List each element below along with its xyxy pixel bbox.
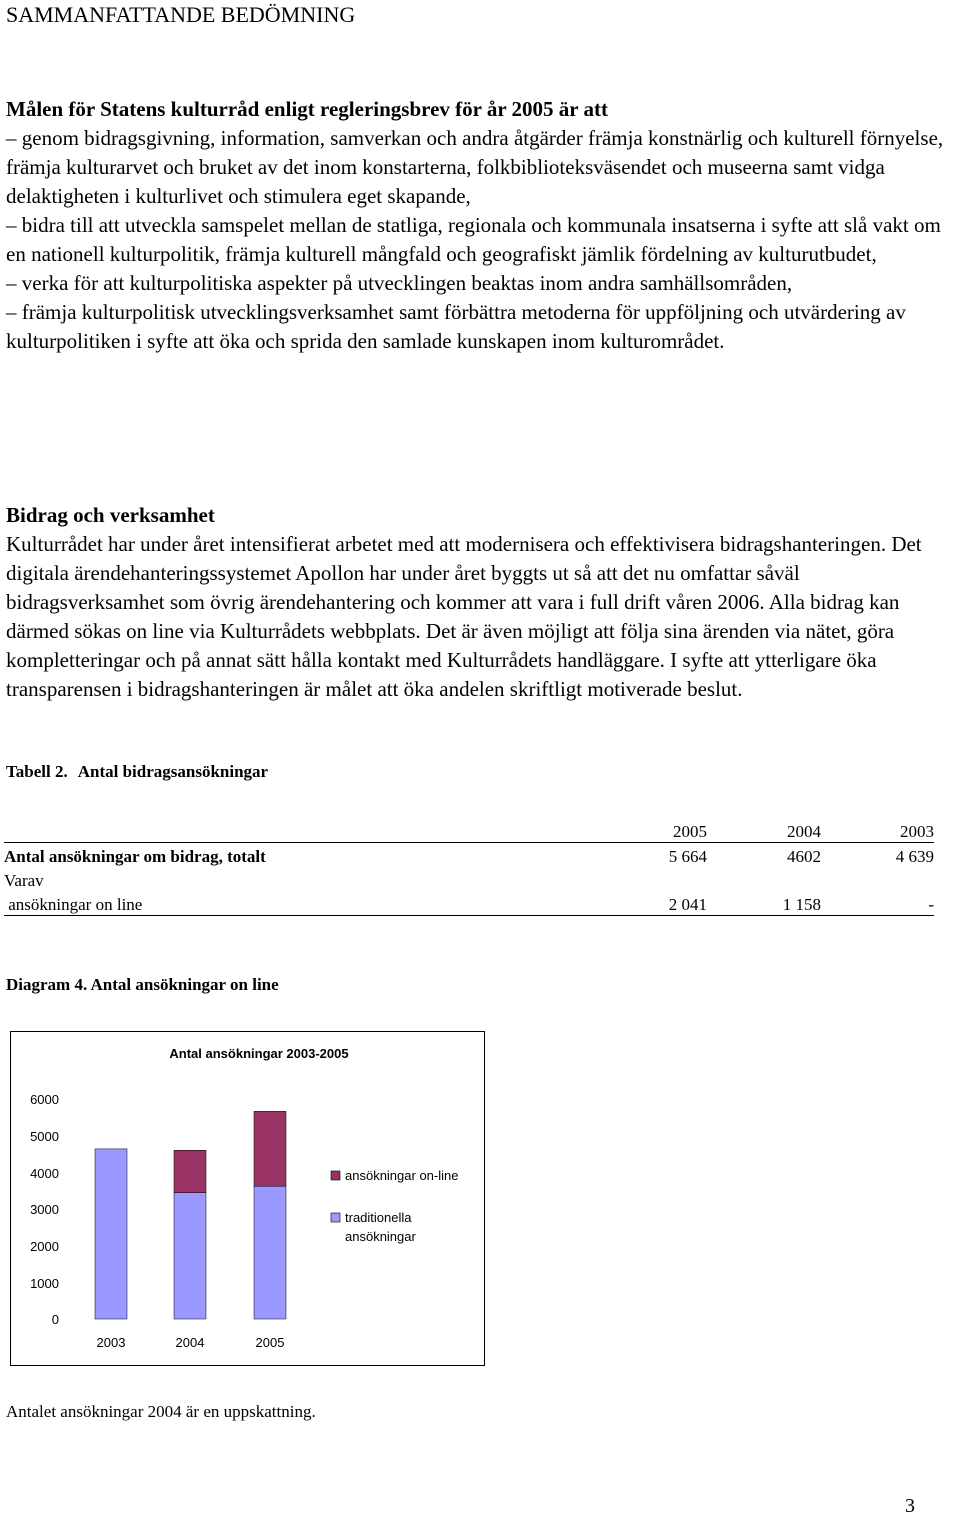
- bar-2004-traditional: [174, 1193, 206, 1319]
- table-header-empty: [4, 812, 604, 843]
- y-tick-label: 0: [51, 1312, 59, 1327]
- year-header: 2005: [604, 812, 707, 843]
- page-number: 3: [905, 1495, 915, 1517]
- row-label: Varav: [4, 871, 44, 890]
- y-tick-label: 3000: [30, 1202, 59, 1217]
- y-tick-label: 4000: [30, 1166, 59, 1181]
- table-row: [4, 891, 934, 916]
- goals-section: [6, 95, 956, 356]
- bar-2005-traditional: [254, 1186, 286, 1319]
- bar-2003-traditional: [95, 1149, 127, 1319]
- y-tick-label: 6000: [30, 1092, 59, 1107]
- chart-frame: [10, 1031, 485, 1366]
- applications-table: [4, 812, 934, 916]
- bidrag-title: Bidrag och verksamhet: [6, 503, 215, 527]
- page-heading: SAMMANFATTANDE BEDÖMNING: [6, 2, 356, 27]
- bar-2004-online: [174, 1150, 206, 1192]
- cell-value: [604, 867, 707, 891]
- goal-item: – bidra till att utveckla samspelet mellan de statliga, regionala och kommunala insatserna i syfte att slå vakt om en nationell kulturpolitik, främja kulturell mångfald och geografiskt jämlik fördelning av kulturutbudet,: [6, 213, 941, 266]
- goal-item: – verka för att kulturpolitiska aspekter på utvecklingen beaktas inom andra samhällsområden,: [6, 271, 793, 295]
- legend-label-traditional-2: ansökningar: [345, 1229, 416, 1244]
- legend-swatch-online: [331, 1171, 340, 1180]
- bidrag-section: [6, 501, 956, 704]
- cell-value: -: [821, 891, 934, 916]
- table-row: [4, 867, 934, 891]
- row-label: ansökningar on line: [4, 891, 604, 916]
- legend-swatch-traditional: [331, 1213, 340, 1222]
- row-label: Antal ansökningar om bidrag, totalt: [4, 847, 266, 866]
- goal-item: – främja kulturpolitisk utvecklingsverksamhet samt förbättra metoderna för uppföljning och utvärdering av kulturpolitiken i syfte att öka och sprida den samlade kunskapen inom kulturområdet.: [6, 300, 906, 353]
- x-tick-label: 2004: [175, 1335, 205, 1350]
- year-header: 2004: [707, 812, 821, 843]
- table-caption-label: Tabell 2.: [6, 762, 68, 781]
- cell-value: 5 664: [668, 847, 707, 866]
- cell-value: 4602: [787, 847, 821, 866]
- legend-label-online: ansökningar on-line: [345, 1168, 459, 1183]
- stacked-bar-chart: [11, 1032, 484, 1365]
- y-tick-label: 1000: [30, 1276, 59, 1291]
- x-axis-ticks: [97, 1335, 285, 1350]
- year-header: 2003: [821, 812, 934, 843]
- cell-value: 4 639: [895, 847, 934, 866]
- y-tick-label: 2000: [30, 1239, 59, 1254]
- bar-2005-online: [254, 1111, 286, 1186]
- goals-title: Målen för Statens kulturråd enligt regleringsbrev för år 2005 är att: [6, 97, 608, 121]
- bars-group: [95, 1111, 286, 1319]
- cell-value: [707, 867, 821, 891]
- cell-value: 1 158: [707, 891, 821, 916]
- y-axis-ticks: [30, 1092, 59, 1327]
- x-tick-label: 2005: [255, 1335, 285, 1350]
- chart-legend: [331, 1168, 458, 1244]
- cell-value: 2 041: [604, 891, 707, 916]
- legend-label-traditional: traditionella: [345, 1210, 412, 1225]
- chart-title: Antal ansökningar 2003-2005: [169, 1046, 349, 1061]
- bidrag-body: Kulturrådet har under året intensifierat arbetet med att modernisera och effektivisera bidragshanteringen. Det digitala ärendehanteringssystemet Apollon har under året byggts ut så att det nu omfattar såväl bidragsverksamhet som övrig ärendehantering och kommer att vara i full drift våren 2006. Alla bidrag kan därmed sökas on line via Kulturrådets webbplats. Det är även möjligt att följa sina ärenden via nätet, göra kompletteringar och på annat sätt hålla kontakt med Kulturrådets handläggare. I syfte att ytterligare öka transparensen i bidragshanteringen är målet att öka andelen skriftligt motiverade beslut.: [6, 532, 922, 701]
- x-tick-label: 2003: [96, 1335, 126, 1350]
- chart-note: Antalet ansökningar 2004 är en uppskattning.: [6, 1402, 316, 1421]
- table-caption-title: Antal bidragsansökningar: [77, 762, 269, 781]
- y-tick-label: 5000: [30, 1129, 59, 1144]
- table-caption: [6, 762, 268, 782]
- table-row: [4, 843, 934, 868]
- diagram-caption: Diagram 4. Antal ansökningar on line: [6, 975, 279, 994]
- cell-value: [821, 867, 934, 891]
- table-header-row: [4, 812, 934, 843]
- goal-item: – genom bidragsgivning, information, samverkan och andra åtgärder främja konstnärlig och kulturell förnyelse, främja kulturarvet och bruket av det inom konstarterna, folkbiblioteksväsendet och museerna samt vidga delaktigheten i kulturlivet och stimulera eget skapande,: [6, 126, 944, 208]
